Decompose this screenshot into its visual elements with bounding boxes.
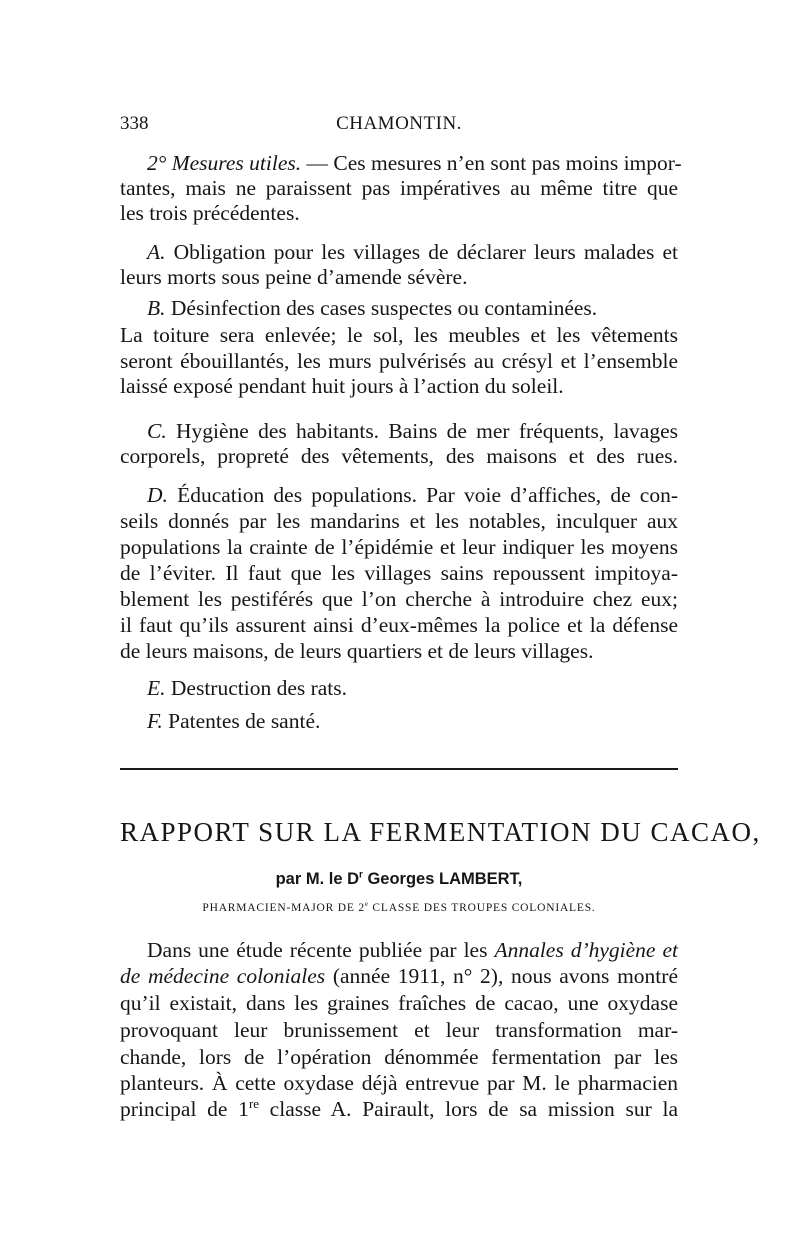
- article-line-5: chande, lors de l’opération dénommée fermentation par les: [120, 1045, 678, 1069]
- article-line-3: qu’il existait, dans les graines fraîches de cacao, une oxydase: [120, 991, 678, 1015]
- article-title: RAPPORT SUR LA FERMENTATION DU CACAO,: [120, 817, 761, 847]
- article-line-7: principal de 1re classe A. Pairault, lors de sa mission sur la: [120, 1096, 678, 1121]
- item-d-line-7: de leurs maisons, de leurs quartiers et de leurs villages.: [120, 639, 594, 663]
- mesures-line-2: tantes, mais ne paraissent pas impératives au même titre que: [120, 176, 678, 200]
- item-b-line-3: seront ébouillantés, les murs pulvérisés au crésyl et l’ensemble: [120, 349, 678, 373]
- item-e: E. Destruction des rats.: [147, 676, 348, 700]
- mesures-line-3: les trois précédentes.: [120, 201, 300, 225]
- article-line-1: Dans une étude récente publiée par les Annales d’hygiène et: [147, 938, 678, 962]
- item-f: F. Patentes de santé.: [147, 709, 321, 733]
- item-d-line-1: D. Éducation des populations. Par voie d’affiches, de con-: [147, 483, 678, 507]
- running-header: [120, 113, 678, 139]
- item-a-line-1: A. Obligation pour les villages de déclarer leurs malades et: [147, 240, 678, 264]
- item-d-line-3: populations la crainte de l’épidémie et leur indiquer les moyens: [120, 535, 678, 559]
- page-number: 338: [120, 113, 149, 134]
- item-b-line-1: B. Désinfection des cases suspectes ou contaminées.: [147, 296, 598, 320]
- item-d-line-6: il faut qu’ils assurent ainsi d’eux-mêmes la police et la défense: [120, 613, 678, 637]
- item-d-line-2: seils donnés par les mandarins et les notables, inculquer aux: [120, 509, 678, 533]
- item-d-line-5: blement les pestiférés que l’on cherche à introduire chez eux;: [120, 587, 678, 611]
- mesures-line-1: 2° Mesures utiles. — Ces mesures n’en sont pas moins impor-: [147, 151, 682, 175]
- running-title: CHAMONTIN.: [336, 113, 462, 134]
- item-c-line-1: C. Hygiène des habitants. Bains de mer fréquents, lavages: [147, 419, 678, 443]
- item-c-line-2: corporels, propreté des vêtements, des maisons et des rues.: [120, 444, 678, 468]
- item-d-line-4: de l’éviter. Il faut que les villages sains repoussent impitoya-: [120, 561, 678, 585]
- article-byline: par M. le $D^r$ Georges LAMBERT,: [275, 869, 523, 888]
- item-b-line-4: laissé exposé pendant huit jours à l’action du soleil.: [120, 374, 564, 398]
- article-line-2: de médecine coloniales (année 1911, n° 2), nous avons montré: [120, 964, 678, 988]
- author-rank: PHARMACIEN-MAJOR DE 2e CLASSE DES TROUPES COLONIALES.: [202, 901, 596, 914]
- item-a-line-2: leurs morts sous peine d’amende sévère.: [120, 265, 468, 289]
- section-rule: [120, 768, 678, 770]
- item-b-line-2: La toiture sera enlevée; le sol, les meubles et les vêtements: [120, 323, 678, 347]
- article-line-6: planteurs. À cette oxydase déjà entrevue par M. le pharmacien: [120, 1071, 678, 1095]
- article-line-4: provoquant leur brunissement et leur transformation mar-: [120, 1018, 678, 1042]
